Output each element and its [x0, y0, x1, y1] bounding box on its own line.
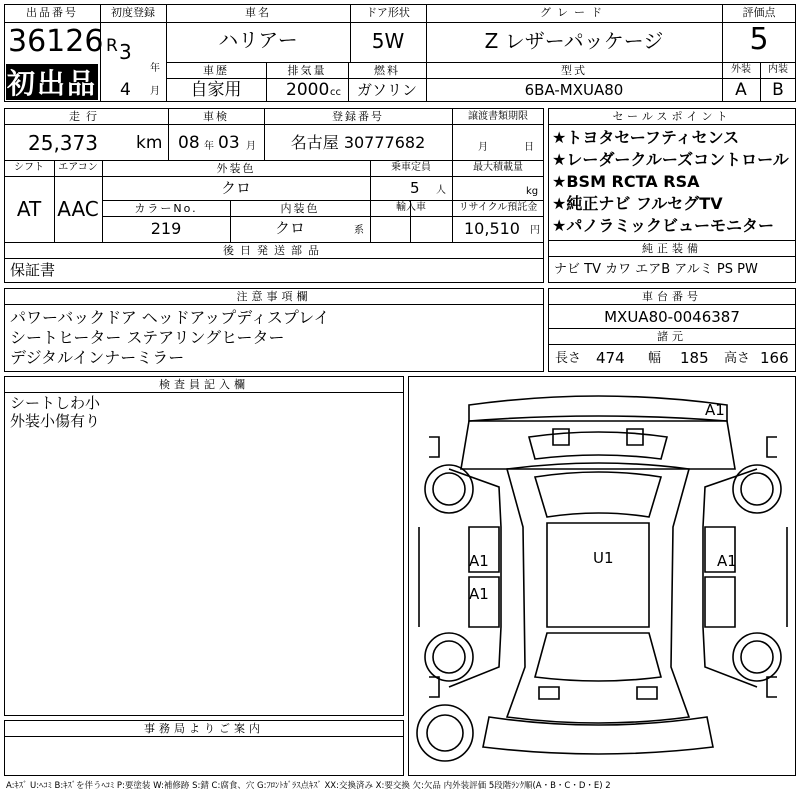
score-header: 評価点 — [742, 6, 776, 19]
registration-value: 名古屋 30777682 — [290, 133, 426, 152]
inspection-year: 08 — [178, 133, 200, 153]
width-value: 185 — [680, 349, 709, 367]
displacement-header: 排気量 — [287, 64, 327, 77]
first-reg-month: 4 — [120, 80, 131, 100]
car-name-value: ハリアー — [218, 28, 298, 52]
history-value: 自家用 — [190, 80, 242, 100]
int-grade-header: 内装 — [768, 64, 788, 75]
int-grade-value: B — [772, 80, 784, 100]
first-reg-year-unit: 年 — [150, 63, 160, 74]
int-color-value: クロ — [274, 219, 305, 237]
transfer-header: 譲渡書類期限 — [468, 111, 528, 122]
first-reg-year: 3 — [119, 40, 132, 64]
chassis-value: MXUA80-0046387 — [604, 308, 740, 326]
inspection-month: 03 — [218, 133, 240, 153]
door-value: 5W — [371, 29, 405, 53]
inspection-year-unit: 年 — [204, 141, 214, 152]
displacement-unit: cc — [330, 87, 341, 98]
sales-point-5: ★パノラミックビューモニター — [552, 216, 775, 235]
first-reg-header: 初度登録 — [111, 6, 155, 19]
mark-left-rear: A1 — [469, 585, 489, 603]
transfer-day-unit: 日 — [524, 142, 534, 153]
shift-header: シフト — [14, 162, 44, 173]
later-parts-value: 保証書 — [10, 261, 56, 279]
chassis-header: 車台番号 — [642, 290, 702, 303]
color-no-header: カラーNo. — [134, 202, 198, 215]
car-outline-diagram — [409, 377, 795, 775]
first-reg-era: R — [106, 36, 118, 56]
mileage-value: 25,373 — [28, 131, 98, 155]
capacity-value: 5 — [410, 179, 420, 197]
inspector-line-1: シートしわ小 — [10, 394, 101, 412]
ext-color-value: クロ — [220, 179, 251, 197]
ext-color-header: 外装色 — [216, 162, 256, 175]
max-load-header: 最大積載量 — [473, 162, 523, 173]
sales-points-header: セールスポイント — [612, 110, 732, 123]
mark-right: A1 — [717, 552, 737, 570]
car-name-header: 車名 — [245, 6, 271, 19]
notes-line-3: デジタルインナーミラー — [10, 348, 185, 367]
int-color-suffix: 系 — [354, 225, 364, 236]
inspector-header: 検査員記入欄 — [159, 378, 249, 391]
mark-left-front: A1 — [469, 552, 489, 570]
score-value: 5 — [749, 22, 769, 57]
mileage-unit: km — [136, 133, 163, 153]
first-reg-month-unit: 月 — [150, 86, 160, 97]
notes-header: 注意事項欄 — [236, 290, 312, 303]
transfer-month-unit: 月 — [478, 142, 488, 153]
width-label: 幅 — [648, 351, 662, 366]
recycle-unit: 円 — [530, 225, 540, 236]
model-value: 6BA-MXUA80 — [524, 81, 624, 99]
sales-point-3: ★BSM RCTA RSA — [552, 172, 700, 191]
mileage-header: 走行 — [69, 110, 103, 123]
import-header: 輸入車 — [396, 202, 426, 213]
equipment-header: 純正装備 — [642, 242, 702, 255]
mark-front: A1 — [705, 401, 725, 419]
recycle-header: リサイクル預託金 — [458, 202, 538, 213]
capacity-unit: 人 — [436, 185, 446, 196]
later-parts-header: 後日発送部品 — [223, 244, 325, 257]
lot-number: 36126 — [8, 24, 104, 59]
office-header: 事務局よりご案内 — [144, 722, 264, 735]
displacement-value: 2000 — [286, 80, 330, 100]
color-no-value: 219 — [150, 219, 182, 238]
ext-grade-header: 外装 — [731, 64, 751, 75]
capacity-header: 乗車定員 — [391, 162, 431, 173]
length-value: 474 — [596, 349, 625, 367]
int-color-header: 内装色 — [280, 202, 320, 215]
history-header: 車歴 — [203, 64, 229, 77]
equipment-value: ナビ TV カワ エアB アルミ PS PW — [554, 262, 758, 277]
model-header: 型式 — [561, 64, 587, 77]
ext-grade-value: A — [735, 80, 747, 100]
grade-value: Z レザーパッケージ — [484, 29, 664, 53]
mark-roof: U1 — [593, 549, 614, 567]
notes-line-1: パワーバックドア ヘッドアップディスプレイ — [10, 308, 330, 327]
aircon-header: エアコン — [58, 162, 98, 173]
recycle-value: 10,510 — [464, 219, 520, 238]
first-listing-badge: 初出品 — [6, 64, 98, 100]
fuel-header: 燃料 — [374, 64, 400, 77]
aircon-value: AAC — [57, 197, 99, 221]
notes-line-2: シートヒーター ステアリングヒーター — [10, 328, 285, 347]
height-label: 高さ — [724, 351, 751, 366]
grade-header: グレード — [540, 6, 608, 19]
length-label: 長さ — [555, 351, 582, 366]
sales-point-4: ★純正ナビ フルセグTV — [552, 194, 723, 213]
dims-header: 諸元 — [657, 330, 687, 343]
fuel-value: ガソリン — [356, 81, 417, 99]
shift-value: AT — [16, 197, 42, 221]
sales-point-1: ★トヨタセーフティセンス — [552, 128, 740, 147]
inspector-line-2: 外装小傷有り — [10, 412, 101, 430]
inspection-month-unit: 月 — [246, 141, 256, 152]
lot-header: 出品番号 — [26, 6, 78, 19]
damage-diagram — [408, 376, 796, 776]
registration-header: 登録番号 — [332, 110, 384, 123]
max-load-unit: kg — [526, 186, 539, 197]
sales-point-2: ★レーダークルーズコントロール — [552, 150, 789, 169]
legend-text: A:ｷｽﾞ U:ﾍｺﾐ B:ｷｽﾞを伴うﾍｺﾐ P:要塗装 W:補修跡 S:錆 C:腐食、穴 G:ﾌﾛﾝﾄｶﾞﾗｽ点ｷｽﾞ XX:交換済み X:要交換 欠:欠品 内外装評価 5段階ﾗﾝｸ順(A・B・C・D・E) 2 — [6, 781, 611, 791]
height-value: 166 — [760, 349, 789, 367]
door-header: ドア形状 — [366, 6, 410, 19]
inspection-header: 車検 — [203, 110, 229, 123]
